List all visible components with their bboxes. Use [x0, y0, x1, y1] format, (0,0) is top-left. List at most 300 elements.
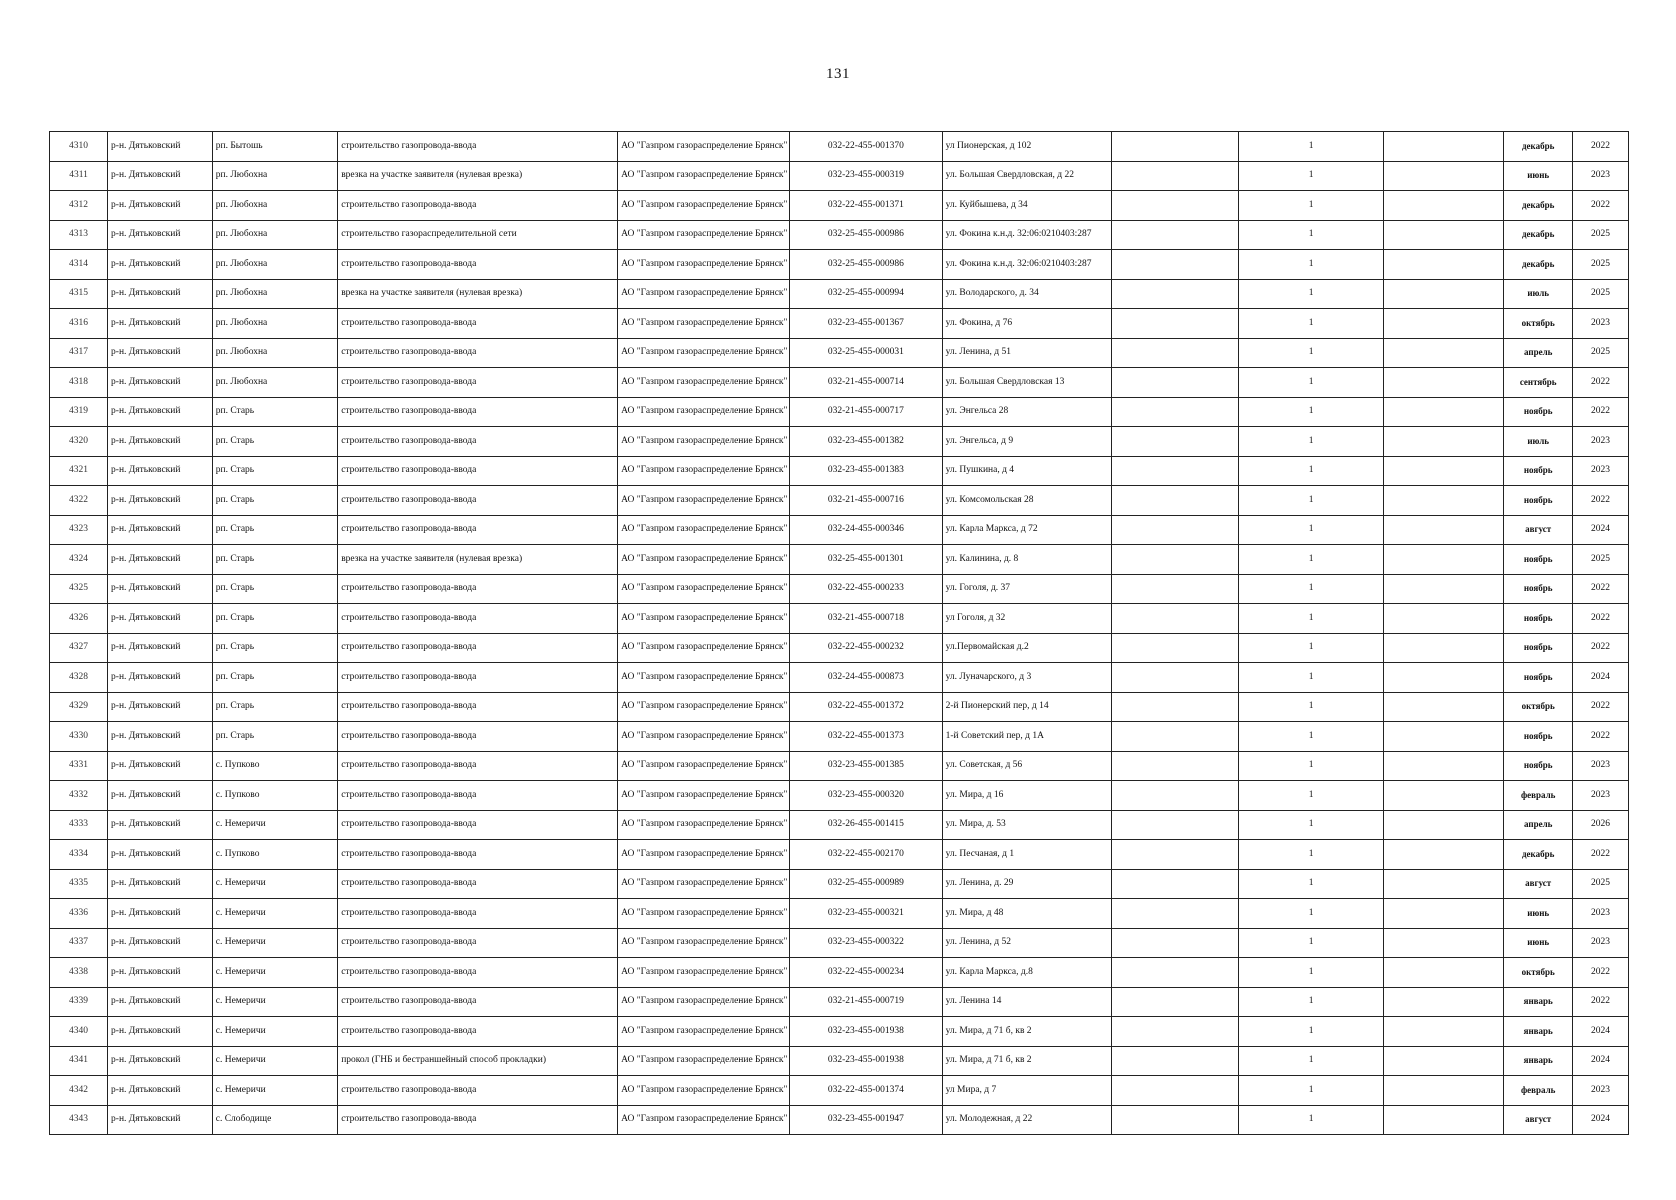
registry-table-body: [50, 132, 1629, 1135]
organization-cell: АО "Газпром газораспределение Брянск": [618, 338, 790, 368]
organization-cell: АО "Газпром газораспределение Брянск": [618, 220, 790, 250]
empty-cell: [1111, 987, 1239, 1017]
row-number: 4343: [50, 1105, 108, 1135]
year-cell: 2025: [1572, 220, 1628, 250]
work-type-cell: строительство газопровода-ввода: [338, 1105, 618, 1135]
quantity-cell: 1: [1239, 899, 1384, 929]
address-cell: ул. Куйбышева, д 34: [942, 191, 1111, 221]
quantity-cell: 1: [1239, 781, 1384, 811]
organization-cell: АО "Газпром газораспределение Брянск": [618, 309, 790, 339]
locality-cell: рп. Старь: [212, 486, 337, 516]
district-cell: р-н. Дятьковский: [108, 751, 213, 781]
empty-cell: [1111, 928, 1239, 958]
year-cell: 2023: [1572, 1076, 1628, 1106]
work-type-cell: строительство газопровода-ввода: [338, 869, 618, 899]
month-cell: ноябрь: [1504, 722, 1572, 752]
empty-cell: [1384, 220, 1504, 250]
row-number: 4321: [50, 456, 108, 486]
locality-cell: рп. Любохна: [212, 279, 337, 309]
empty-cell: [1111, 810, 1239, 840]
address-cell: ул. Песчаная, д 1: [942, 840, 1111, 870]
row-number: 4329: [50, 692, 108, 722]
empty-cell: [1384, 722, 1504, 752]
year-cell: 2022: [1572, 397, 1628, 427]
application-code-cell: 032-24-455-000873: [790, 663, 942, 693]
application-code-cell: 032-25-455-000031: [790, 338, 942, 368]
month-cell: февраль: [1504, 781, 1572, 811]
address-cell: ул. Калинина, д. 8: [942, 545, 1111, 575]
work-type-cell: врезка на участке заявителя (нулевая врезка): [338, 161, 618, 191]
empty-cell: [1384, 486, 1504, 516]
year-cell: 2022: [1572, 574, 1628, 604]
application-code-cell: 032-21-455-000717: [790, 397, 942, 427]
application-code-cell: 032-22-455-000234: [790, 958, 942, 988]
table-row: [50, 633, 1629, 663]
table-row: [50, 1076, 1629, 1106]
table-row: [50, 1105, 1629, 1135]
quantity-cell: 1: [1239, 397, 1384, 427]
row-number: 4316: [50, 309, 108, 339]
year-cell: 2022: [1572, 987, 1628, 1017]
table-row: [50, 663, 1629, 693]
empty-cell: [1384, 1017, 1504, 1047]
table-row: [50, 692, 1629, 722]
work-type-cell: строительство газопровода-ввода: [338, 840, 618, 870]
row-number: 4320: [50, 427, 108, 457]
row-number: 4340: [50, 1017, 108, 1047]
row-number: 4312: [50, 191, 108, 221]
address-cell: ул. Ленина, д 51: [942, 338, 1111, 368]
district-cell: р-н. Дятьковский: [108, 781, 213, 811]
work-type-cell: строительство газопровода-ввода: [338, 781, 618, 811]
table-row: [50, 456, 1629, 486]
month-cell: октябрь: [1504, 958, 1572, 988]
locality-cell: с. Немеричи: [212, 869, 337, 899]
application-code-cell: 032-25-455-000986: [790, 220, 942, 250]
work-type-cell: строительство газопровода-ввода: [338, 486, 618, 516]
district-cell: р-н. Дятьковский: [108, 250, 213, 280]
empty-cell: [1384, 279, 1504, 309]
organization-cell: АО "Газпром газораспределение Брянск": [618, 427, 790, 457]
year-cell: 2022: [1572, 633, 1628, 663]
organization-cell: АО "Газпром газораспределение Брянск": [618, 486, 790, 516]
table-row: [50, 840, 1629, 870]
district-cell: р-н. Дятьковский: [108, 545, 213, 575]
empty-cell: [1384, 781, 1504, 811]
organization-cell: АО "Газпром газораспределение Брянск": [618, 633, 790, 663]
work-type-cell: строительство газопровода-ввода: [338, 397, 618, 427]
month-cell: ноябрь: [1504, 456, 1572, 486]
empty-cell: [1111, 191, 1239, 221]
address-cell: ул. Энгельса, д 9: [942, 427, 1111, 457]
address-cell: ул. Гоголя, д. 37: [942, 574, 1111, 604]
table-row: [50, 250, 1629, 280]
row-number: 4323: [50, 515, 108, 545]
locality-cell: рп. Старь: [212, 456, 337, 486]
locality-cell: с. Слободище: [212, 1105, 337, 1135]
locality-cell: рп. Старь: [212, 722, 337, 752]
empty-cell: [1384, 456, 1504, 486]
empty-cell: [1111, 220, 1239, 250]
empty-cell: [1384, 869, 1504, 899]
empty-cell: [1384, 840, 1504, 870]
district-cell: р-н. Дятьковский: [108, 486, 213, 516]
quantity-cell: 1: [1239, 840, 1384, 870]
address-cell: ул Пионерская, д 102: [942, 132, 1111, 162]
row-number: 4338: [50, 958, 108, 988]
organization-cell: АО "Газпром газораспределение Брянск": [618, 958, 790, 988]
year-cell: 2022: [1572, 958, 1628, 988]
work-type-cell: строительство газопровода-ввода: [338, 663, 618, 693]
locality-cell: рп. Старь: [212, 663, 337, 693]
table-row: [50, 810, 1629, 840]
work-type-cell: строительство газопровода-ввода: [338, 574, 618, 604]
registry-table: [49, 131, 1629, 1135]
address-cell: ул. Мира, д. 53: [942, 810, 1111, 840]
address-cell: ул. Фокина, д 76: [942, 309, 1111, 339]
month-cell: ноябрь: [1504, 545, 1572, 575]
work-type-cell: строительство газопровода-ввода: [338, 515, 618, 545]
month-cell: ноябрь: [1504, 633, 1572, 663]
table-row: [50, 427, 1629, 457]
table-row: [50, 191, 1629, 221]
empty-cell: [1111, 840, 1239, 870]
row-number: 4326: [50, 604, 108, 634]
empty-cell: [1384, 1046, 1504, 1076]
organization-cell: АО "Газпром газораспределение Брянск": [618, 368, 790, 398]
empty-cell: [1111, 604, 1239, 634]
district-cell: р-н. Дятьковский: [108, 132, 213, 162]
district-cell: р-н. Дятьковский: [108, 1017, 213, 1047]
work-type-cell: строительство газопровода-ввода: [338, 250, 618, 280]
empty-cell: [1111, 486, 1239, 516]
district-cell: р-н. Дятьковский: [108, 574, 213, 604]
address-cell: 1-й Советский пер, д 1А: [942, 722, 1111, 752]
organization-cell: АО "Газпром газораспределение Брянск": [618, 781, 790, 811]
quantity-cell: 1: [1239, 1076, 1384, 1106]
district-cell: р-н. Дятьковский: [108, 427, 213, 457]
work-type-cell: строительство газопровода-ввода: [338, 456, 618, 486]
district-cell: р-н. Дятьковский: [108, 456, 213, 486]
table-row: [50, 397, 1629, 427]
table-row: [50, 220, 1629, 250]
empty-cell: [1111, 899, 1239, 929]
organization-cell: АО "Газпром газораспределение Брянск": [618, 574, 790, 604]
row-number: 4335: [50, 869, 108, 899]
year-cell: 2025: [1572, 279, 1628, 309]
month-cell: август: [1504, 869, 1572, 899]
district-cell: р-н. Дятьковский: [108, 810, 213, 840]
work-type-cell: прокол (ГНБ и бестраншейный способ прокладки): [338, 1046, 618, 1076]
work-type-cell: строительство газопровода-ввода: [338, 751, 618, 781]
address-cell: ул. Большая Свердловская, д 22: [942, 161, 1111, 191]
work-type-cell: строительство газопровода-ввода: [338, 692, 618, 722]
locality-cell: рп. Старь: [212, 515, 337, 545]
row-number: 4325: [50, 574, 108, 604]
application-code-cell: 032-24-455-000346: [790, 515, 942, 545]
quantity-cell: 1: [1239, 928, 1384, 958]
locality-cell: рп. Старь: [212, 692, 337, 722]
district-cell: р-н. Дятьковский: [108, 309, 213, 339]
month-cell: декабрь: [1504, 250, 1572, 280]
locality-cell: с. Пупково: [212, 781, 337, 811]
year-cell: 2024: [1572, 515, 1628, 545]
application-code-cell: 032-23-455-001938: [790, 1046, 942, 1076]
row-number: 4318: [50, 368, 108, 398]
district-cell: р-н. Дятьковский: [108, 663, 213, 693]
address-cell: ул. Луначарского, д 3: [942, 663, 1111, 693]
district-cell: р-н. Дятьковский: [108, 604, 213, 634]
month-cell: август: [1504, 1105, 1572, 1135]
empty-cell: [1111, 427, 1239, 457]
district-cell: р-н. Дятьковский: [108, 191, 213, 221]
locality-cell: с. Немеричи: [212, 1046, 337, 1076]
table-row: [50, 574, 1629, 604]
month-cell: ноябрь: [1504, 604, 1572, 634]
table-row: [50, 869, 1629, 899]
month-cell: декабрь: [1504, 132, 1572, 162]
application-code-cell: 032-25-455-000989: [790, 869, 942, 899]
empty-cell: [1111, 338, 1239, 368]
empty-cell: [1384, 338, 1504, 368]
quantity-cell: 1: [1239, 486, 1384, 516]
row-number: 4337: [50, 928, 108, 958]
table-row: [50, 722, 1629, 752]
district-cell: р-н. Дятьковский: [108, 899, 213, 929]
empty-cell: [1111, 869, 1239, 899]
month-cell: январь: [1504, 1017, 1572, 1047]
year-cell: 2025: [1572, 250, 1628, 280]
year-cell: 2024: [1572, 1105, 1628, 1135]
year-cell: 2022: [1572, 191, 1628, 221]
empty-cell: [1111, 958, 1239, 988]
district-cell: р-н. Дятьковский: [108, 368, 213, 398]
quantity-cell: 1: [1239, 722, 1384, 752]
work-type-cell: строительство газопровода-ввода: [338, 604, 618, 634]
year-cell: 2022: [1572, 486, 1628, 516]
empty-cell: [1384, 1076, 1504, 1106]
district-cell: р-н. Дятьковский: [108, 279, 213, 309]
empty-cell: [1384, 132, 1504, 162]
work-type-cell: строительство газораспределительной сети: [338, 220, 618, 250]
row-number: 4333: [50, 810, 108, 840]
application-code-cell: 032-22-455-001373: [790, 722, 942, 752]
table-row: [50, 515, 1629, 545]
empty-cell: [1111, 132, 1239, 162]
row-number: 4336: [50, 899, 108, 929]
empty-cell: [1111, 250, 1239, 280]
organization-cell: АО "Газпром газораспределение Брянск": [618, 1076, 790, 1106]
table-row: [50, 1017, 1629, 1047]
district-cell: р-н. Дятьковский: [108, 1046, 213, 1076]
district-cell: р-н. Дятьковский: [108, 928, 213, 958]
application-code-cell: 032-21-455-000718: [790, 604, 942, 634]
empty-cell: [1111, 545, 1239, 575]
year-cell: 2024: [1572, 1046, 1628, 1076]
locality-cell: рп. Любохна: [212, 220, 337, 250]
organization-cell: АО "Газпром газораспределение Брянск": [618, 604, 790, 634]
empty-cell: [1111, 456, 1239, 486]
month-cell: ноябрь: [1504, 574, 1572, 604]
quantity-cell: 1: [1239, 250, 1384, 280]
application-code-cell: 032-23-455-000320: [790, 781, 942, 811]
application-code-cell: 032-22-455-000233: [790, 574, 942, 604]
empty-cell: [1111, 397, 1239, 427]
address-cell: ул. Мира, д 16: [942, 781, 1111, 811]
locality-cell: рп. Любохна: [212, 191, 337, 221]
empty-cell: [1384, 899, 1504, 929]
work-type-cell: строительство газопровода-ввода: [338, 958, 618, 988]
address-cell: ул Мира, д 7: [942, 1076, 1111, 1106]
work-type-cell: строительство газопровода-ввода: [338, 368, 618, 398]
application-code-cell: 032-22-455-001370: [790, 132, 942, 162]
organization-cell: АО "Газпром газораспределение Брянск": [618, 279, 790, 309]
empty-cell: [1384, 958, 1504, 988]
row-number: 4319: [50, 397, 108, 427]
locality-cell: рп. Любохна: [212, 250, 337, 280]
locality-cell: рп. Старь: [212, 574, 337, 604]
year-cell: 2024: [1572, 1017, 1628, 1047]
district-cell: р-н. Дятьковский: [108, 692, 213, 722]
year-cell: 2025: [1572, 869, 1628, 899]
table-row: [50, 928, 1629, 958]
work-type-cell: строительство газопровода-ввода: [338, 338, 618, 368]
month-cell: июнь: [1504, 928, 1572, 958]
year-cell: 2025: [1572, 545, 1628, 575]
address-cell: ул. Карла Маркса, д.8: [942, 958, 1111, 988]
work-type-cell: строительство газопровода-ввода: [338, 928, 618, 958]
row-number: 4317: [50, 338, 108, 368]
work-type-cell: строительство газопровода-ввода: [338, 427, 618, 457]
table-row: [50, 781, 1629, 811]
locality-cell: рп. Старь: [212, 545, 337, 575]
empty-cell: [1384, 545, 1504, 575]
month-cell: апрель: [1504, 810, 1572, 840]
quantity-cell: 1: [1239, 692, 1384, 722]
empty-cell: [1384, 574, 1504, 604]
row-number: 4341: [50, 1046, 108, 1076]
work-type-cell: строительство газопровода-ввода: [338, 1076, 618, 1106]
locality-cell: рп. Старь: [212, 427, 337, 457]
year-cell: 2023: [1572, 309, 1628, 339]
work-type-cell: строительство газопровода-ввода: [338, 1017, 618, 1047]
application-code-cell: 032-25-455-001301: [790, 545, 942, 575]
address-cell: ул. Ленина, д 52: [942, 928, 1111, 958]
empty-cell: [1384, 368, 1504, 398]
work-type-cell: строительство газопровода-ввода: [338, 633, 618, 663]
quantity-cell: 1: [1239, 869, 1384, 899]
locality-cell: с. Немеричи: [212, 958, 337, 988]
address-cell: ул. Володарского, д. 34: [942, 279, 1111, 309]
organization-cell: АО "Газпром газораспределение Брянск": [618, 545, 790, 575]
quantity-cell: 1: [1239, 751, 1384, 781]
work-type-cell: строительство газопровода-ввода: [338, 191, 618, 221]
year-cell: 2022: [1572, 368, 1628, 398]
organization-cell: АО "Газпром газораспределение Брянск": [618, 1105, 790, 1135]
empty-cell: [1111, 368, 1239, 398]
organization-cell: АО "Газпром газораспределение Брянск": [618, 397, 790, 427]
month-cell: ноябрь: [1504, 397, 1572, 427]
address-cell: ул. Ленина, д. 29: [942, 869, 1111, 899]
address-cell: ул. Пушкина, д 4: [942, 456, 1111, 486]
work-type-cell: строительство газопровода-ввода: [338, 722, 618, 752]
row-number: 4311: [50, 161, 108, 191]
year-cell: 2023: [1572, 161, 1628, 191]
month-cell: июль: [1504, 279, 1572, 309]
month-cell: октябрь: [1504, 692, 1572, 722]
application-code-cell: 032-23-455-000321: [790, 899, 942, 929]
year-cell: 2022: [1572, 840, 1628, 870]
year-cell: 2023: [1572, 781, 1628, 811]
year-cell: 2024: [1572, 663, 1628, 693]
work-type-cell: строительство газопровода-ввода: [338, 899, 618, 929]
month-cell: январь: [1504, 987, 1572, 1017]
table-row: [50, 958, 1629, 988]
application-code-cell: 032-21-455-000716: [790, 486, 942, 516]
year-cell: 2026: [1572, 810, 1628, 840]
locality-cell: с. Немеричи: [212, 1017, 337, 1047]
address-cell: ул. Карла Маркса, д 72: [942, 515, 1111, 545]
quantity-cell: 1: [1239, 515, 1384, 545]
organization-cell: АО "Газпром газораспределение Брянск": [618, 810, 790, 840]
application-code-cell: 032-25-455-000986: [790, 250, 942, 280]
address-cell: ул. Ленина 14: [942, 987, 1111, 1017]
district-cell: р-н. Дятьковский: [108, 958, 213, 988]
row-number: 4313: [50, 220, 108, 250]
address-cell: ул. Комсомольская 28: [942, 486, 1111, 516]
address-cell: ул. Энгельса 28: [942, 397, 1111, 427]
quantity-cell: 1: [1239, 663, 1384, 693]
month-cell: август: [1504, 515, 1572, 545]
empty-cell: [1384, 397, 1504, 427]
month-cell: октябрь: [1504, 309, 1572, 339]
organization-cell: АО "Газпром газораспределение Брянск": [618, 751, 790, 781]
locality-cell: с. Пупково: [212, 751, 337, 781]
quantity-cell: 1: [1239, 987, 1384, 1017]
organization-cell: АО "Газпром газораспределение Брянск": [618, 899, 790, 929]
organization-cell: АО "Газпром газораспределение Брянск": [618, 1046, 790, 1076]
empty-cell: [1384, 427, 1504, 457]
organization-cell: АО "Газпром газораспределение Брянск": [618, 132, 790, 162]
address-cell: ул. Фокина к.н.д. 32:06:0210403:287: [942, 250, 1111, 280]
quantity-cell: 1: [1239, 810, 1384, 840]
empty-cell: [1384, 751, 1504, 781]
district-cell: р-н. Дятьковский: [108, 869, 213, 899]
row-number: 4332: [50, 781, 108, 811]
locality-cell: рп. Любохна: [212, 309, 337, 339]
organization-cell: АО "Газпром газораспределение Брянск": [618, 928, 790, 958]
locality-cell: с. Немеричи: [212, 810, 337, 840]
locality-cell: рп. Старь: [212, 604, 337, 634]
month-cell: декабрь: [1504, 191, 1572, 221]
application-code-cell: 032-26-455-001415: [790, 810, 942, 840]
application-code-cell: 032-23-455-001383: [790, 456, 942, 486]
district-cell: р-н. Дятьковский: [108, 515, 213, 545]
empty-cell: [1384, 928, 1504, 958]
empty-cell: [1384, 191, 1504, 221]
table-row: [50, 309, 1629, 339]
row-number: 4327: [50, 633, 108, 663]
application-code-cell: 032-23-455-001382: [790, 427, 942, 457]
application-code-cell: 032-22-455-001371: [790, 191, 942, 221]
organization-cell: АО "Газпром газораспределение Брянск": [618, 987, 790, 1017]
empty-cell: [1384, 250, 1504, 280]
district-cell: р-н. Дятьковский: [108, 338, 213, 368]
table-row: [50, 545, 1629, 575]
page-number: 131: [826, 66, 850, 82]
table-row: [50, 486, 1629, 516]
address-cell: ул. Мира, д 71 б, кв 2: [942, 1017, 1111, 1047]
